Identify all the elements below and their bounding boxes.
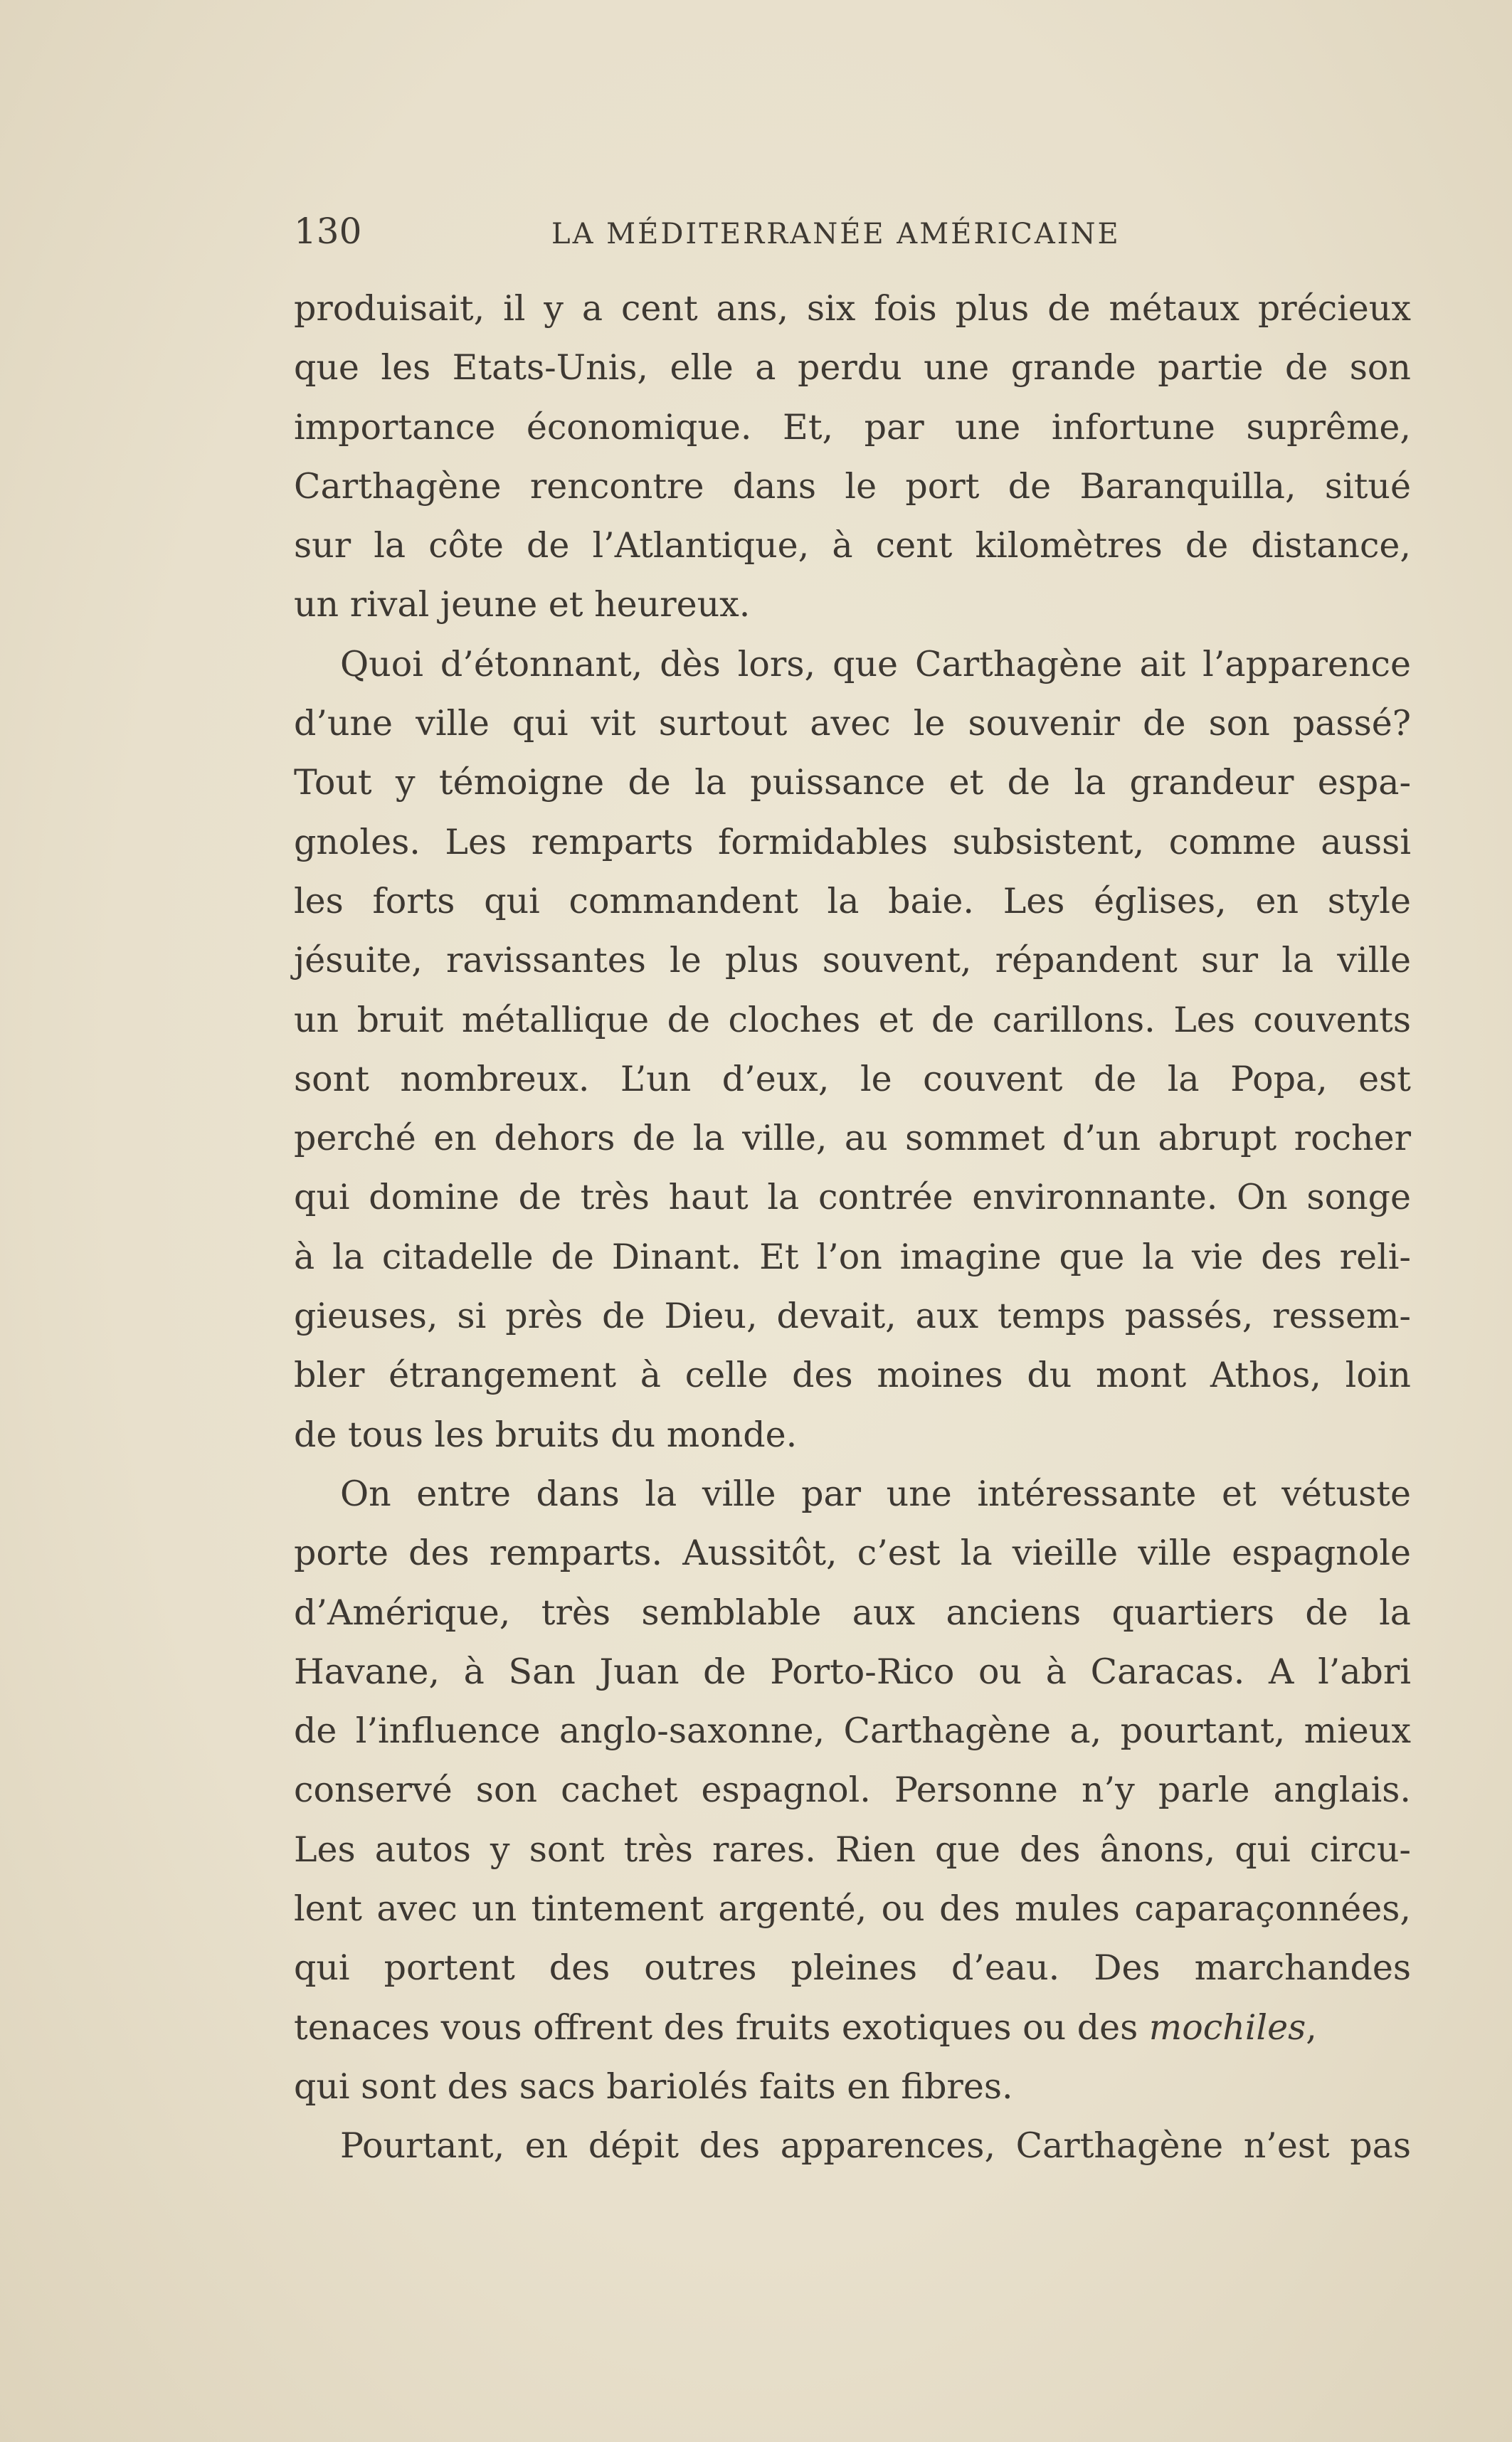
text-line: d’une ville qui vit surtout avec le souvenir de son passé?: [294, 703, 1411, 744]
text-line: gnoles. Les remparts formidables subsistent, comme aussi: [294, 821, 1411, 862]
italic-term: mochiles: [1148, 2007, 1306, 2048]
text-segment: tenaces vous offrent des fruits exotiques ou des: [294, 2007, 1149, 2048]
page-number: 130: [294, 211, 362, 252]
text-line: que les Etats-Unis, elle a perdu une grande partie de son: [294, 347, 1411, 388]
text-line: Pourtant, en dépit des apparences, Carthagène n’est pas: [340, 2125, 1411, 2167]
text-line: importance économique. Et, par une infortune suprême,: [294, 406, 1411, 448]
text-line: les forts qui commandent la baie. Les églises, en style: [294, 880, 1411, 921]
text-line: un bruit métallique de cloches et de carillons. Les couvents: [294, 999, 1411, 1040]
text-line: qui portent des outres pleines d’eau. Des marchandes: [294, 1947, 1411, 1989]
text-line: sont nombreux. L’un d’eux, le couvent de la Popa, est: [294, 1058, 1411, 1099]
running-head: [294, 206, 1411, 256]
text-line: Tout y témoigne de la puissance et de la grandeur espa-: [294, 762, 1411, 803]
text-line: Les autos y sont très rares. Rien que des ânons, qui circu-: [294, 1829, 1411, 1870]
body-text: [294, 279, 1411, 2176]
text-line: lent avec un tintement argenté, ou des mules caparaçonnées,: [294, 1888, 1411, 1930]
text-line: Quoi d’étonnant, dès lors, que Carthagène ait l’apparence: [340, 643, 1411, 684]
text-line: de tous les bruits du monde.: [294, 1414, 798, 1455]
text-line: conservé son cachet espagnol. Personne n’y parle anglais.: [294, 1770, 1411, 1811]
text-line: gieuses, si près de Dieu, devait, aux temps passés, ressem-: [294, 1296, 1411, 1337]
text-line-with-italic: [294, 1998, 1411, 2057]
text-line: à la citadelle de Dinant. Et l’on imagine que la vie des reli-: [294, 1236, 1411, 1277]
text-line: un rival jeune et heureux.: [294, 584, 751, 625]
text-line: Havane, à San Juan de Porto-Rico ou à Caracas. A l’abri: [294, 1651, 1411, 1692]
text-line: bler étrangement à celle des moines du mont Athos, loin: [294, 1355, 1411, 1396]
text-line: qui domine de très haut la contrée environnante. On songe: [294, 1177, 1411, 1218]
text-line: produisait, il y a cent ans, six fois plus de métaux précieux: [294, 288, 1411, 329]
text-line: de l’influence anglo-saxonne, Carthagène a, pourtant, mieux: [294, 1711, 1411, 1752]
text-line: Carthagène rencontre dans le port de Baranquilla, situé: [294, 465, 1411, 507]
text-line: On entre dans la ville par une intéressante et vétuste: [340, 1473, 1411, 1514]
text-line: d’Amérique, très semblable aux anciens quartiers de la: [294, 1592, 1411, 1633]
running-title: LA MÉDITERRANÉE AMÉRICAINE: [551, 218, 1121, 250]
text-line: perché en dehors de la ville, au sommet d’un abrupt rocher: [294, 1118, 1411, 1159]
text-segment: ,: [1306, 2007, 1317, 2048]
text-line: qui sont des sacs bariolés faits en fibres.: [294, 2066, 1013, 2107]
text-line: porte des remparts. Aussitôt, c’est la vieille ville espagnole: [294, 1533, 1411, 1574]
text-line: jésuite, ravissantes le plus souvent, répandent sur la ville: [294, 940, 1411, 981]
text-line: sur la côte de l’Atlantique, à cent kilomètres de distance,: [294, 525, 1411, 566]
